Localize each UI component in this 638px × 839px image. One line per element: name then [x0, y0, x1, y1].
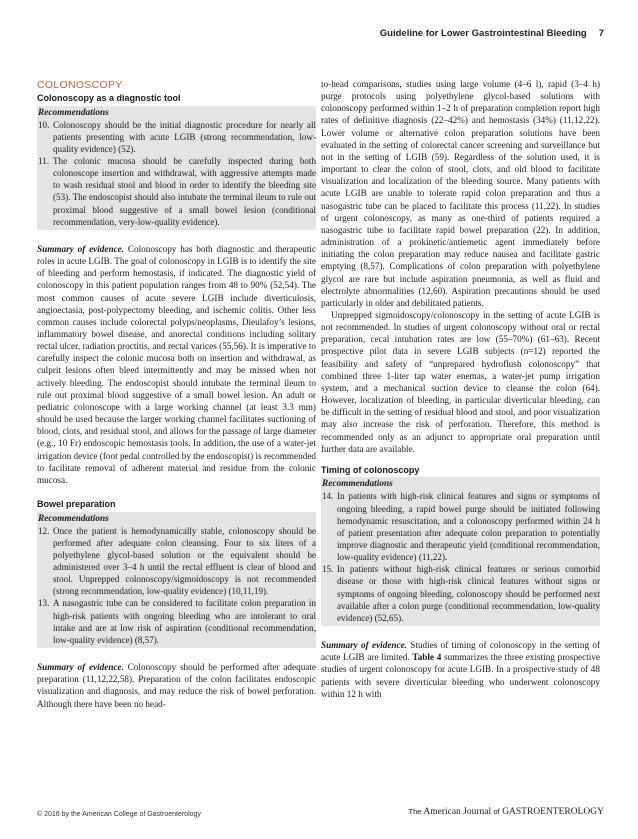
recommendation-text: Once the patient is hemodynamically stable, colonoscopy should be performed after adequate colon cleansing. Four to six liters of a polyethylene glycol-based solution or the equivalent should be administered over 3–4 h until the rectal effluent is clear of blood and stool. Unprepped colonoscopy/sigmoidoscopy is not recommended (strong recommendation, low-quality evidence) (10,11,19). — [53, 525, 316, 597]
recommendation-number: 15. — [322, 564, 334, 575]
summary-lead: Summary of evidence. — [37, 243, 125, 254]
copyright-notice: © 2016 by the American College of Gastroenterology — [37, 811, 201, 818]
summary-text: Colonoscopy has both diagnostic and therapeutic roles in acute LGIB. The goal of colonoscopy in LGIB is to identify the site of bleeding and perform hemostasis, if indicated. The diagnostic yield of colonoscopy in this patient population ranges from 48 to 90% (52,54). The most common causes of acute severe LGIB include diverticulosis, angioectasia, post-polypectomy bleeding, and ischemic colitis. Other less common causes include colorectal polyps/neoplasms, Dieulafoy’s lesions, inflammatory bowel disease, and anorectal conditions including solitary rectal ulcer, radiation proctitis, and rectal varices (55,56). It is imperative to carefully inspect the colonic mucosa both on insertion and withdrawal, as culprit lesions often bleed intermittently and may be missed when not actively bleeding. The endoscopist should intubate the terminal ileum to rule out proximal blood suggestive of a small bowel lesion. An adult or pediatric colonoscope with a large working channel (at least 3.3 mm) should be used because the larger working channel facilitates suctioning of blood, clots, and residual stool, and allows for the passage of large diameter (e.g., 10 Fr) endoscopic hemostasis tools. In addition, the use of a water-jet irrigation device (foot pedal controlled by the endoscopist) is recommended to facilitate removal of adherent material and residue from the colonic mucosa. — [37, 243, 316, 485]
recommendation-number: 14. — [322, 491, 334, 502]
left-column — [37, 79, 316, 710]
spacer — [321, 455, 600, 465]
running-header — [380, 28, 604, 39]
running-title: Guideline for Lower Gastrointestinal Bleeding — [379, 28, 587, 39]
recommendation-item — [37, 525, 316, 598]
table-reference[interactable]: Table 4 — [412, 652, 442, 663]
recommendation-item — [37, 597, 316, 646]
subsection-title-prep: Bowel preparation — [37, 499, 116, 510]
body-paragraph: to-head comparisons, studies using large volume (4–6 l), rapid (3–4 h) purge protocols using polyethylene glycol-based solutions with colonoscopy performed within 1–2 h of preparation completion report high rates of definitive diagnosis (22–42%) and hemostasis (34%) (11,12,22). Lower volume or alternative colon preparation solutions have been evaluated in the setting of colorectal cancer screening and surveillance but not in the setting of LGIB (59). Regardless of the solution used, it is important to clear the colon of stool, clots, and old blood to facilitate visualization and localization of the bleeding source. Many patients with acute LGIB are unable to tolerate rapid colon preparation and thus a nasogastric tube can be placed to facilitate this process (11,22). In studies of urgent colonoscopy, as many as one-third of patients required a nasogastric tube to facilitate rapid bowel preparation (22). In addition, administration of a prokinetic/antiemetic agent immediately before initiating the colon preparation may reduce nausea and facilitate gastric emptying (8,57). Complications of colon preparation with polyethylene glycol are rare but include aspiration pneumonia, as well as fluid and electrolyte abnormalities (12,60). Aspiration precautions should be used particularly in older and debilitated patients. — [321, 79, 600, 308]
summary-text: Studies of timing of colonoscopy in the setting of acute LGIB are limited. — [321, 640, 601, 663]
page-number: 7 — [598, 28, 604, 39]
recommendation-item — [37, 119, 316, 155]
recommendation-number: 11. — [38, 155, 50, 166]
summary-text: summarizes the three existing prospective studies of urgent colonoscopy for acute LGIB. In a prospective study of 48 patients with severe diverticular bleeding who underwent colonoscopy within 12 h with — [321, 652, 600, 699]
body-paragraph: Unprepped sigmoidoscopy/colonoscopy in the setting of acute LGIB is not recommended. In studies of urgent colonoscopy without oral or rectal preparation, cecal intubation rates are low (55–70%) (61–63). Recent prospective pilot data in severe LGIB subjects (n=12) reported the feasibility and safety of “unprepared hydroflush colonoscopy” that combined three 1-liter tap water enemas, a water-jet pump irrigation system, and a mechanical suction device to cleanse the colon (64). However, localization of bleeding, in particular diverticular bleeding, can be difficult in the setting of residual blood and stool, and poor visualization may also increase the risk of perforation. Therefore, this method is recommended only as an adjunct to appropriate oral preparation until further data are available. — [321, 309, 600, 454]
summary-paragraph — [37, 243, 316, 486]
recommendations-heading: Recommendations — [322, 479, 393, 490]
summary-text: Colonoscopy should be performed after adequate preparation (11,12,22,58). Preparation of the colon facilitates endoscopic visualization and diagnosis, and may reduce the risk of bowel perforation. Although there have been no head- — [37, 662, 316, 709]
recommendation-text: Colonoscopy should be the initial diagnostic procedure for nearly all patients presenting with acute LGIB (strong recommendation, low-quality evidence) (52). — [53, 119, 316, 154]
recommendations-box-diagnostic — [37, 106, 316, 230]
recommendation-text: The colonic mucosa should be carefully inspected during both colonoscope insertion and withdrawal, with aggressive attempts made to wash residual stool and blood in order to identify the bleeding site (53). The endoscopist should also intubate the terminal ileum to rule out proximal blood suggestive of a small bowel lesion (conditional recommendation, very-low-quality evidence). — [53, 155, 316, 227]
spacer — [37, 230, 316, 243]
subsection-title-timing: Timing of colonoscopy — [321, 464, 420, 475]
summary-paragraph — [321, 639, 600, 700]
spacer — [37, 486, 316, 499]
journal-title: American Journal — [423, 807, 492, 817]
recommendation-number: 12. — [38, 525, 50, 536]
recommendation-text: In patients with high-risk clinical features and signs or symptoms of ongoing bleeding, a rapid bowel purge should be initiated following hemodynamic resuscitation, and a colonoscopy performed within 24 h of patient presentation after adequate colon preparation to potentially improve diagnostic and therapeutic yield (conditional recommendation, low-quality evidence) (11,22). — [337, 491, 600, 563]
spacer — [321, 626, 600, 639]
summary-paragraph — [37, 661, 316, 710]
journal-name — [409, 807, 604, 817]
recommendation-item — [321, 563, 600, 624]
summary-lead: Summary of evidence. — [37, 662, 124, 673]
recommendations-heading: Recommendations — [38, 513, 109, 524]
recommendation-item — [321, 490, 600, 563]
right-column — [321, 78, 600, 700]
journal-field: GASTROENTEROLOGY — [502, 807, 604, 817]
recommendations-box-prep — [37, 512, 316, 649]
recommendation-number: 13. — [38, 598, 50, 609]
journal-of: of — [493, 807, 500, 816]
summary-lead: Summary of evidence. — [321, 640, 407, 651]
section-title: COLONOSCOPY — [37, 79, 123, 91]
recommendation-item — [37, 155, 316, 228]
recommendation-number: 10. — [38, 119, 50, 130]
journal-prefix: The — [408, 807, 422, 816]
recommendations-heading: Recommendations — [38, 107, 109, 118]
recommendation-text: A nasogastric tube can be considered to facilitate colon preparation in high-risk patients with ongoing bleeding who are intolerant to oral intake and are at low risk of aspiration (conditional recommendation, low-quality evidence) (8,57). — [53, 598, 316, 645]
spacer — [37, 648, 316, 661]
subsection-title-diagnostic: Colonoscopy as a diagnostic tool — [37, 93, 181, 103]
recommendation-text: In patients without high-risk clinical features or serious comorbid disease or those with high-risk clinical features without signs or symptoms of ongoing bleeding, colonoscopy should be performed next available after a colon purge (conditional recommendation, low-quality evidence) (52,65). — [337, 564, 600, 623]
recommendations-box-timing — [321, 477, 600, 626]
